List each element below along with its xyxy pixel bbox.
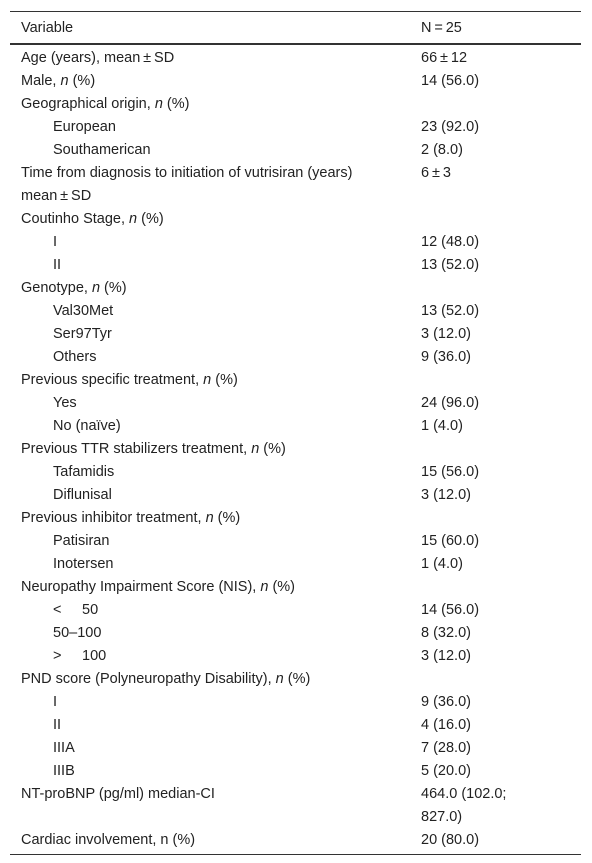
row-label: I [53, 694, 58, 710]
table-row [10, 93, 581, 116]
row-label: PND score (Polyneuropathy Disability), n (%) [21, 671, 311, 687]
table-row [10, 277, 581, 300]
table-row [10, 622, 581, 645]
row-value [416, 208, 581, 231]
row-value: 13 (52.0) [421, 257, 480, 273]
row-label: Southamerican [53, 142, 151, 158]
row-value [416, 93, 581, 116]
table-row [10, 392, 581, 415]
row-label: IIIA [53, 740, 75, 756]
row-value: 5 (20.0) [421, 763, 471, 779]
row-label: Others [53, 349, 97, 365]
table-row [10, 70, 581, 93]
row-label: Age (years), mean ± SD [21, 50, 175, 66]
row-label: Coutinho Stage, n (%) [21, 211, 164, 227]
row-label: European [53, 119, 116, 135]
table-row [10, 323, 581, 346]
row-value [416, 668, 581, 691]
table-row [10, 162, 581, 208]
table-row [10, 576, 581, 599]
row-label: Male, n (%) [21, 73, 96, 89]
row-label: Ser97Tyr [53, 326, 112, 342]
row-label: II [53, 717, 62, 733]
header-n: N = 25 [421, 19, 462, 36]
row-value: 14 (56.0) [421, 73, 480, 89]
row-value [416, 576, 581, 599]
table-row [10, 714, 581, 737]
row-label: Patisiran [53, 533, 110, 549]
table-row [10, 231, 581, 254]
table-row [10, 829, 581, 852]
row-value: 15 (56.0) [421, 464, 480, 480]
table-row [10, 737, 581, 760]
row-label: Diflunisal [53, 487, 112, 503]
table-row [10, 645, 581, 668]
row-label: NT-proBNP (pg/ml) median-CI [21, 786, 215, 802]
row-label: Neuropathy Impairment Score (NIS), n (%) [21, 579, 296, 595]
row-label: Tafamidis [53, 464, 115, 480]
data-table [10, 11, 581, 855]
row-value: 66 ± 12 [421, 50, 468, 66]
row-value: 6 ± 3 [421, 165, 451, 181]
table-row [10, 530, 581, 553]
row-value: 3 (12.0) [421, 648, 471, 664]
row-label: Previous inhibitor treatment, n (%) [21, 510, 241, 526]
row-label: II [53, 257, 62, 273]
row-value: 24 (96.0) [421, 395, 480, 411]
row-label: 50–100 [53, 625, 102, 641]
table-row [10, 369, 581, 392]
row-label: < 50 [53, 602, 99, 618]
table-row [10, 691, 581, 714]
table-row [10, 484, 581, 507]
row-label: IIIB [53, 763, 75, 779]
row-value: 23 (92.0) [421, 119, 480, 135]
table-bottom-rule [10, 854, 581, 855]
table-row [10, 668, 581, 691]
row-value: 3 (12.0) [421, 326, 471, 342]
table-row [10, 208, 581, 231]
row-label: > 100 [53, 648, 107, 664]
table-row [10, 415, 581, 438]
row-value: 9 (36.0) [421, 349, 471, 365]
header-variable: Variable [21, 19, 74, 36]
table-row [10, 553, 581, 576]
row-label: Val30Met [53, 303, 114, 319]
table-row [10, 300, 581, 323]
row-value: 9 (36.0) [421, 694, 471, 710]
table-row [10, 507, 581, 530]
table-row [10, 438, 581, 461]
row-value: 1 (4.0) [421, 418, 463, 434]
row-value: 12 (48.0) [421, 234, 480, 250]
row-label: Cardiac involvement, n (%) [21, 832, 196, 848]
row-value: 20 (80.0) [421, 832, 480, 848]
table-row [10, 116, 581, 139]
table-body [10, 45, 581, 854]
row-label: Genotype, n (%) [21, 280, 127, 296]
table-row [10, 139, 581, 162]
row-value: 14 (56.0) [421, 602, 480, 618]
table-row [10, 783, 581, 829]
row-value: 8 (32.0) [421, 625, 471, 641]
row-value: 15 (60.0) [421, 533, 480, 549]
row-value [416, 438, 581, 461]
row-value: 2 (8.0) [421, 142, 463, 158]
row-value [416, 369, 581, 392]
row-label: Yes [53, 395, 77, 411]
table-header [10, 12, 581, 43]
row-label: I [53, 234, 58, 250]
row-label: Previous specific treatment, n (%) [21, 372, 238, 388]
row-label: Inotersen [53, 556, 114, 572]
table-row [10, 254, 581, 277]
row-value [416, 507, 581, 530]
row-label: Geographical origin, n (%) [21, 96, 190, 112]
table-row [10, 47, 581, 70]
row-value: 7 (28.0) [421, 740, 471, 756]
row-value: 464.0 (102.0; 827.0) [421, 786, 507, 825]
table-row [10, 760, 581, 783]
row-value [416, 277, 581, 300]
table-row [10, 461, 581, 484]
row-value: 1 (4.0) [421, 556, 463, 572]
row-value: 3 (12.0) [421, 487, 471, 503]
row-value: 4 (16.0) [421, 717, 471, 733]
row-value: 13 (52.0) [421, 303, 480, 319]
row-label: No (naïve) [53, 418, 121, 434]
table-row [10, 346, 581, 369]
row-label: Previous TTR stabilizers treatment, n (%) [21, 441, 286, 457]
row-label: Time from diagnosis to initiation of vutrisiran (years) mean ± SD [21, 165, 353, 204]
table-row [10, 599, 581, 622]
